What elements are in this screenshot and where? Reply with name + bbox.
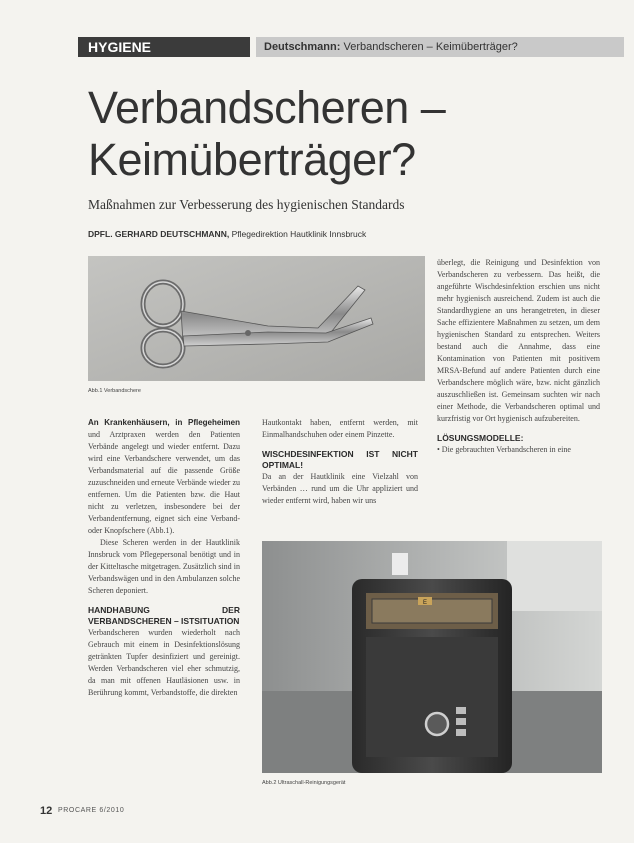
scissors-photo [88, 256, 425, 381]
paragraph-3: Verbandscheren wurden wiederholt nach Gebrauch mit einem in Desinfektionslösung getränkten Tupfer desinfiziert und gereinigt. Werden Verbandscheren viel eher schmutzig, da man mit offenen Hautläsionen usw. in Berührung kommt, Verbandstoffe, die direkten [88, 628, 240, 697]
col3-paragraph-2: • Die gebrauchten Verbandscheren in eine [437, 445, 571, 454]
text-column-2 [262, 417, 418, 507]
header-author: Deutschmann: [264, 41, 341, 53]
device-dial [426, 713, 448, 735]
intro-lead: An Krankenhäusern, in Pflegeheimen [88, 418, 240, 427]
paragraph-2: Diese Scheren werden in der Hautklinik Innsbruck vom Pflegepersonal benötigt und in der Kitteltasche mitgetragen. Zusätzlich sind in Verbandswägen und in den Ambulanzen solche Scheren deponiert. [88, 538, 240, 595]
device-brand-label: E [422, 600, 428, 606]
byline [88, 229, 428, 239]
running-header [256, 37, 624, 57]
scissors-illustration [88, 256, 425, 381]
article-subtitle: Maßnahmen zur Verbesserung des hygienischen Standards [88, 197, 405, 212]
intro-paragraph [88, 417, 240, 537]
section-heading-2: WISCHDESINFEKTION IST NICHT OPTIMAL! [262, 449, 418, 470]
title-line-1: Verbandscheren – [88, 82, 446, 133]
intro-text: und Arztpraxen werden den Patienten Verbände angelegt und wieder entfernt. Dazu wird eine Verbandschere verwendet, um das Verbandsmaterial auf die passende Größe zuzuschneiden und erneute Verbände wieder zu entfernen. Um die Patienten bzw. die Haut nicht zu verletzen, insbesondere bei der Verbandentfernung, eignet sich eine Verband- oder Knopfschere (Abb.1). [88, 430, 241, 535]
col3-paragraph-1: überlegt, die Reinigung und Desinfektion von Verbandscheren zu verbessern. Das heißt, die angeführte Wischdesinfektion erschien uns nicht mehr hygienisch ausreichend. Zudem ist auch die Standardhygiene an uns herangetreten, in dieser Sache effizientere Maßnahmen zu setzen, um dem hygienischen Standard zu entsprechen. Weiters bestand auch die Annahme, dass eine Kontamination von Patienten mit positivem MRSA-Befund auf andere Patienten durch eine Verbandschere möglich wäre, bzw. nicht gänzlich auszuschließen ist. Gemeinsam suchten wir nach einer Methode, die Verbandscheren optimal und kurzfristig vor Ort hygienisch aufzubereiten. [437, 258, 600, 423]
ultrasonic-cleaner-illustration [262, 541, 602, 773]
col2-paragraph-1: Hautkontakt haben, entfernt werden, mit Einmalhandschuhen oder einem Pinzette. [262, 418, 418, 439]
section-heading-1: HANDHABUNG DER VERBANDSCHEREN – ISTSITUATION [88, 605, 240, 626]
text-column-3 [437, 257, 600, 456]
figure-caption-2: Abb.2 Ultraschall-Reinigungsgerät [262, 780, 346, 786]
text-column-1 [88, 417, 240, 699]
article-title [88, 82, 618, 186]
magazine-name: PROCARE 6/2010 [58, 807, 125, 814]
page-number: 12 [40, 805, 53, 817]
byline-role: Pflegedirektion Hautklinik Innsbruck [231, 229, 367, 239]
section-heading-3: LÖSUNGSMODELLE: [437, 433, 524, 443]
title-line-2: Keimüberträger? [88, 134, 416, 185]
byline-name: DPFL. GERHARD DEUTSCHMANN, [88, 229, 230, 239]
figure-caption-1: Abb.1 Verbandschere [88, 388, 141, 394]
ultrasonic-cleaner-photo [262, 541, 602, 773]
header-running-title: Verbandscheren – Keimüberträger? [343, 41, 518, 53]
col2-paragraph-2: Da an der Hautklinik eine Vielzahl von Verbänden … rund um die Uhr appliziert und wieder entfernt wird, haben wir uns [262, 472, 418, 505]
section-tab: HYGIENE [78, 37, 250, 57]
